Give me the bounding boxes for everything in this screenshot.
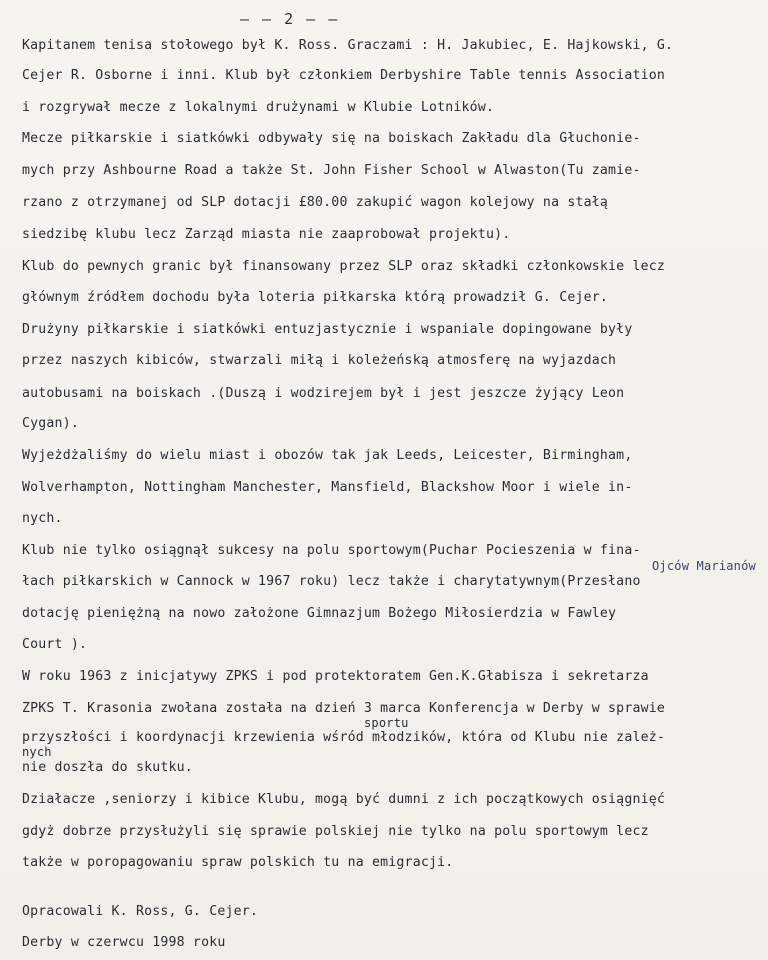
page-number: — — 2 — —: [240, 10, 340, 28]
text-line: Działacze ,seniorzy i kibice Klubu, mogą być dumni z ich początkowych osiągnięć: [22, 792, 666, 807]
text-line: Klub do pewnych granic był finansowany przez SLP oraz składki członkowskie lecz: [22, 259, 666, 274]
text-line: siedzibę klubu lecz Zarząd miasta nie zaaprobował projektu).: [22, 227, 511, 242]
typed-insertion: nych: [22, 745, 52, 759]
text-line: rzano z otrzymanej od SLP dotacji £80.00 zakupić wagon kolejowy na stałą: [22, 195, 609, 210]
text-line: ZPKS T. Krasonia zwołana została na dzień 3 marca Konferencja w Derby w sprawie: [22, 701, 666, 716]
text-line: Mecze piłkarskie i siatkówki odbywały się na boiskach Zakładu dla Głuchonie-: [22, 131, 641, 146]
text-line: także w poropagowaniu spraw polskich tu na emigracji.: [22, 855, 454, 870]
text-line: W roku 1963 z inicjatywy ZPKS i pod protektoratem Gen.K.Głabisza i sekretarza: [22, 669, 649, 684]
authors-line: Opracowali K. Ross, G. Cejer.: [22, 904, 259, 919]
text-line: Wolverhampton, Nottingham Manchester, Mansfield, Blackshow Moor i wiele in-: [22, 480, 633, 495]
text-line: Kapitanem tenisa stołowego był K. Ross. Graczami : H. Jakubiec, E. Hajkowski, G.: [22, 38, 674, 53]
text-line: dotację pieniężną na nowo założone Gimnazjum Bożego Miłosierdzia w Fawley: [22, 606, 617, 621]
text-line: mych przy Ashbourne Road a także St. John Fisher School w Alwaston(Tu zamie-: [22, 163, 641, 178]
text-line: Cejer R. Osborne i inni. Klub był członkiem Derbyshire Table tennis Association: [22, 68, 666, 83]
text-line: głównym źródłem dochodu była loteria piłkarska którą prowadził G. Cejer.: [22, 290, 609, 305]
text-line: Klub nie tylko osiągnął sukcesy na polu sportowym(Puchar Pocieszenia w fina-: [22, 543, 641, 558]
text-line: nych.: [22, 511, 63, 526]
text-line: łach piłkarskich w Cannock w 1967 roku) lecz także i charytatywnym(Przesłano: [22, 574, 641, 589]
text-line: przez naszych kibiców, stwarzali miłą i koleżeńską atmosferę na wyjazdach: [22, 353, 617, 368]
handwritten-insertion: Ojców Marianów: [652, 559, 756, 573]
typed-insertion: sportu: [364, 716, 409, 730]
text-line: nie doszła do skutku.: [22, 760, 193, 775]
date-line: Derby w czerwcu 1998 roku: [22, 935, 226, 950]
text-line: autobusami na boiskach .(Duszą i wodzirejem był i jest jeszcze żyjący Leon: [22, 386, 625, 401]
text-line: gdyż dobrze przysłużyli się sprawie polskiej nie tylko na polu sportowym lecz: [22, 824, 649, 839]
text-line: Court ).: [22, 637, 88, 652]
text-line: przyszłości i koordynacji krzewienia wśród młodzików, która od Klubu nie zależ-: [22, 730, 666, 745]
text-line: Cygan).: [22, 416, 79, 431]
text-line: Wyjeżdżaliśmy do wielu miast i obozów tak jak Leeds, Leicester, Birmingham,: [22, 448, 633, 463]
text-line: i rozgrywał mecze z lokalnymi drużynami w Klubie Lotników.: [22, 100, 495, 115]
text-line: Drużyny piłkarskie i siatkówki entuzjastycznie i wspaniale dopingowane były: [22, 322, 633, 337]
